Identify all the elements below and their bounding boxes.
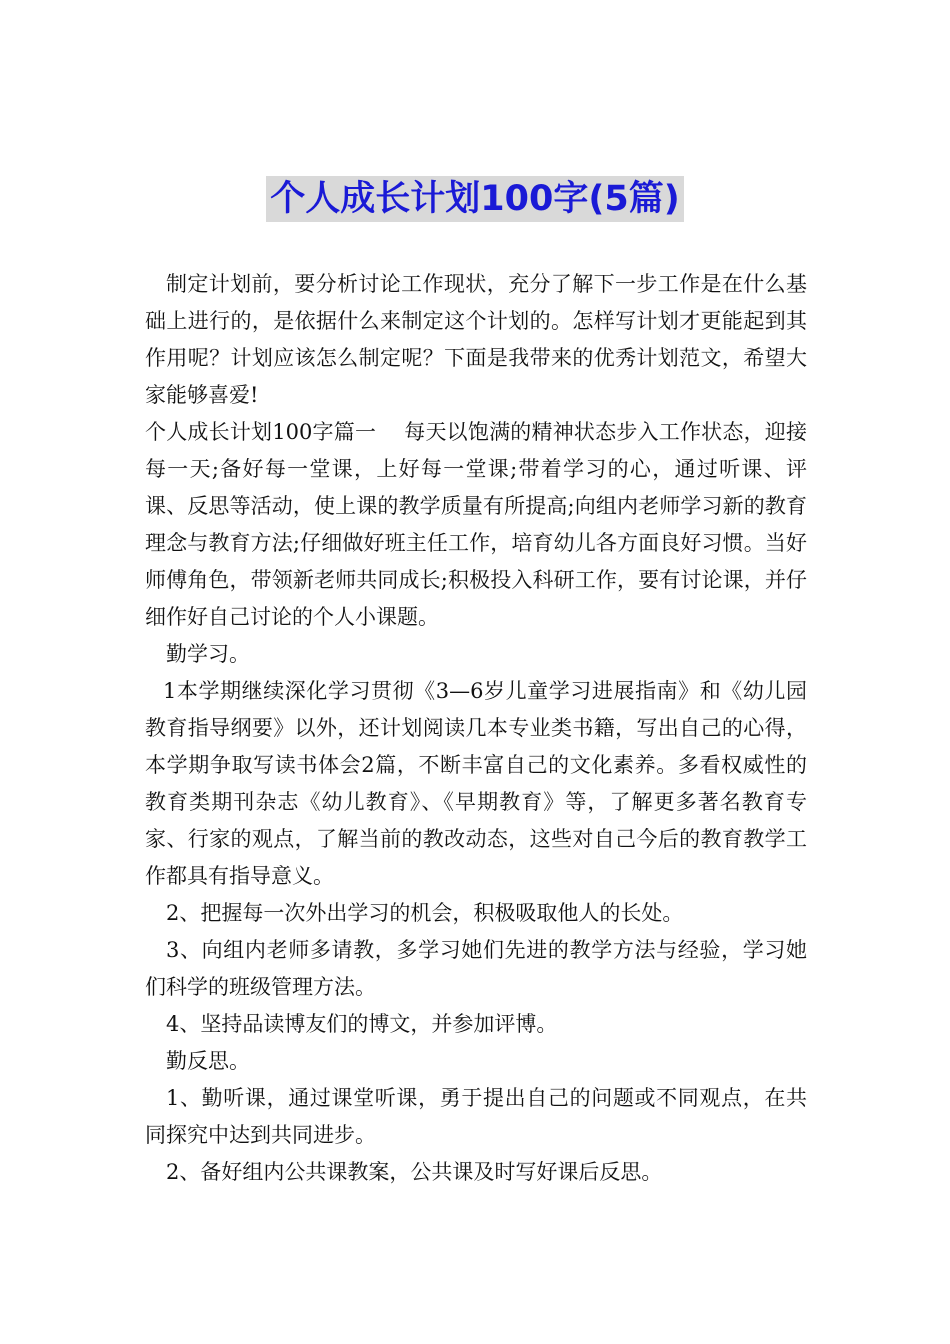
section-heading-study: 勤学习。 (166, 642, 250, 666)
study-item-1: 1本学期继续深化学习贯彻《3—6岁儿童学习进展指南》和《幼儿园教育指导纲要》以外，还计划阅读几本专业类书籍，写出自己的心得，本学期争取写读书体会2篇，不断丰富自己的文化素养。多看权威性的教育类期刊杂志《幼儿教育》、《早期教育》等，了解更多著名教育专家、行家的观点，了解当前的教改动态，这些对自己今后的教育教学工作都具有指导意义。 (145, 679, 807, 888)
reflect-item-1: 1、勤听课，通过课堂听课，勇于提出自己的问题或不同观点，在共同探究中达到共同进步。 (145, 1086, 807, 1147)
section-heading-reflect: 勤反思。 (166, 1049, 250, 1073)
intro-paragraph: 制定计划前，要分析讨论工作现状，充分了解下一步工作是在什么基础上进行的，是依据什么来制定这个计划的。怎样写计划才更能起到其作用呢？计划应该怎么制定呢？下面是我带来的优秀计划范文，希望大家能够喜爱! (145, 272, 807, 407)
title-container (0, 176, 950, 222)
document-title: 个人成长计划100字(5篇) (266, 176, 683, 222)
document-body (145, 266, 807, 1191)
reflect-item-2: 2、备好组内公共课教案，公共课及时写好课后反思。 (166, 1160, 663, 1184)
study-item-3: 3、向组内老师多请教，多学习她们先进的教学方法与经验，学习她们科学的班级管理方法。 (145, 938, 807, 999)
plan-one-paragraph: 个人成长计划100字篇一 每天以饱满的精神状态步入工作状态，迎接每一天;备好每一堂课，上好每一堂课;带着学习的心，通过听课、评课、反思等活动，使上课的教学质量有所提高;向组内老师学习新的教育理念与教育方法;仔细做好班主任工作，培育幼儿各方面良好习惯。当好师傅角色，带领新老师共同成长;积极投入科研工作，要有讨论课，并仔细作好自己讨论的个人小课题。 (145, 420, 807, 629)
study-item-2: 2、把握每一次外出学习的机会，积极吸取他人的长处。 (166, 901, 684, 925)
study-item-4: 4、坚持品读博友们的博文，并参加评博。 (166, 1012, 558, 1036)
